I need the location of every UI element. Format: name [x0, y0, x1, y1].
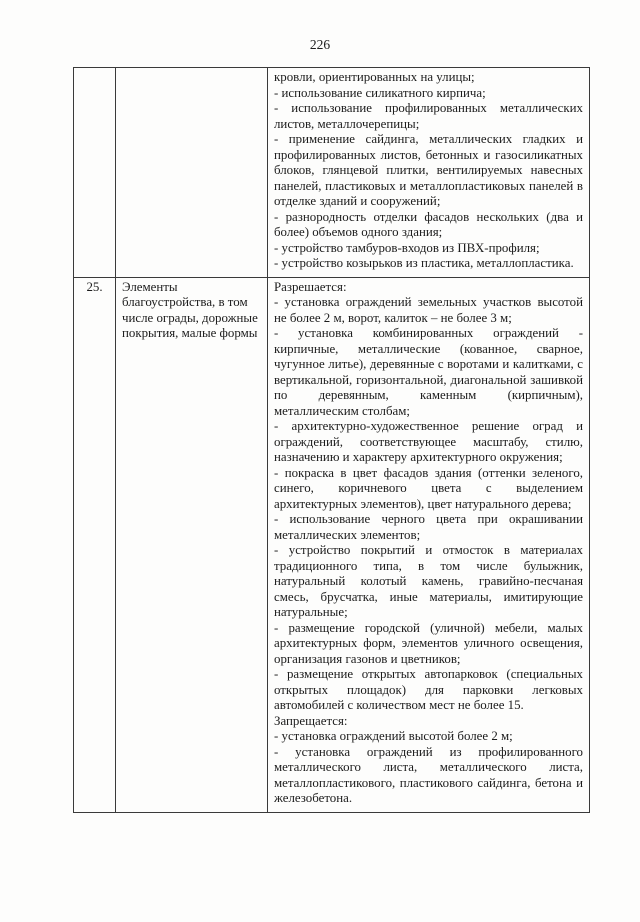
- row-number: [74, 68, 116, 278]
- requirement-line: - использование профилированных металлических листов, металлочерепицы;: [274, 101, 583, 131]
- requirement-heading: Разрешается:: [274, 279, 347, 294]
- requirement-line: - использование силикатного кирпича;: [274, 85, 486, 100]
- row-number: 25.: [74, 277, 116, 812]
- requirements-cell: [268, 277, 590, 812]
- requirement-line: - установка ограждений из профилированного металлического листа, металлического листа, металлопластикового, пластикового сайдинга, бетона и железобетона.: [274, 744, 583, 805]
- page-number: 226: [309, 37, 331, 52]
- requirement-line: - установка комбинированных ограждений - кирпичные, металлические (кованное, сварное, чугунное литье), деревянные с воротами и калитками, с вертикальной, горизонтальной, диагональной зашивкой по деревянным, каменным (кирпичным), металлическим столбам;: [274, 326, 583, 418]
- requirement-line: - размещение городской (уличной) мебели, малых архитектурных форм, элементов уличного освещения, организация газонов и цветников;: [274, 620, 583, 666]
- requirement-line: - установка ограждений высотой более 2 м;: [274, 729, 513, 743]
- requirement-line: - устройство козырьков из пластика, металлопластика.: [274, 256, 574, 270]
- requirement-line: - архитектурно-художественное решение оград и ограждений, соответствующее масштабу, стилю, назначению и характеру архитектурного окружения;: [274, 419, 583, 464]
- regulations-table: [73, 67, 590, 813]
- requirement-line: - применение сайдинга, металлических гладких и профилированных листов, бетонных и газосиликатных блоков, глянцевой плитки, вентилируемых навесных панелей, пластиковых и металлопластиковых панелей в отделке зданий и сооружений;: [274, 132, 583, 208]
- table-row: [74, 277, 590, 812]
- requirement-line: - использование черного цвета при окрашивании металлических элементов;: [274, 512, 583, 542]
- requirement-line: - покраска в цвет фасадов здания (оттенки зеленого, синего, коричневого цвета с выделением архитектурных элементов), цвет натурального дерева;: [274, 465, 583, 511]
- table-row: [74, 68, 590, 278]
- requirement-line: - разнородность отделки фасадов нескольких (два и более) объемов одного здания;: [274, 209, 583, 239]
- requirement-line: кровли, ориентированных на улицы;: [274, 70, 475, 84]
- requirements-cell: [268, 68, 590, 278]
- requirement-line: - устройство покрытий и отмосток в материалах традиционного типа, в том числе булыжник, натуральный колотый камень, гравийно-песчаная смесь, брусчатка, иные материалы, имитирующие натуральные;: [274, 543, 583, 619]
- requirement-line: - размещение открытых автопарковок (специальных открытых площадок) для парковки легковых автомобилей с количеством мест не более 15.: [274, 667, 583, 712]
- element-name: [116, 68, 268, 278]
- requirement-line: - устройство тамбуров-входов из ПВХ-профиля;: [274, 240, 540, 255]
- element-name: Элементы благоустройства, в том числе ограды, дорожные покрытия, малые формы: [116, 277, 268, 812]
- requirement-heading: Запрещается:: [274, 713, 348, 728]
- requirement-line: - установка ограждений земельных участков высотой не более 2 м, ворот, калиток – не более 3 м;: [274, 295, 583, 325]
